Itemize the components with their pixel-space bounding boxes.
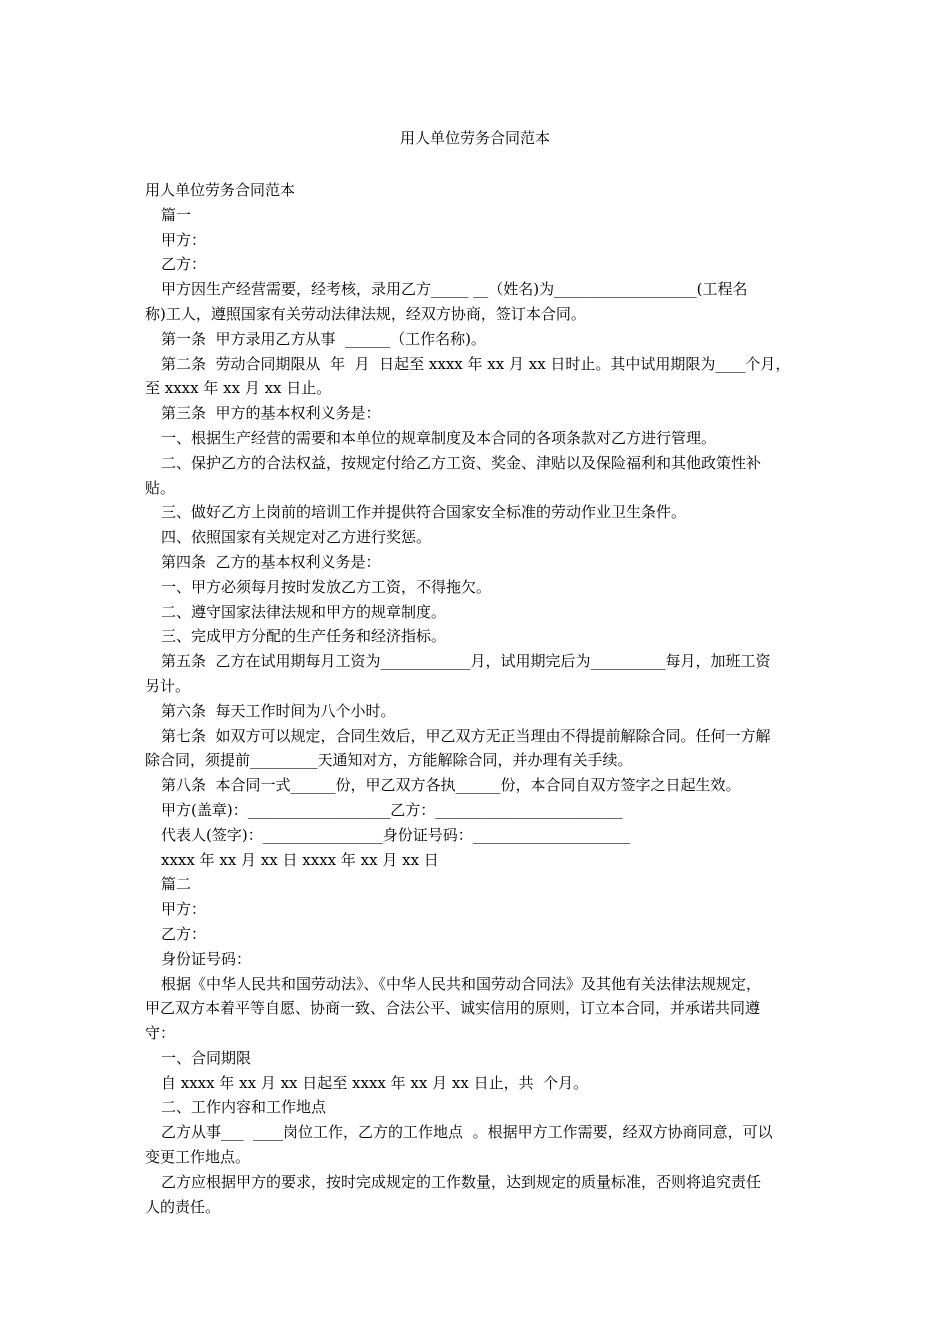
text-line: 第六条 每天工作时间为八个小时。: [161, 701, 396, 720]
text-line: 第三条 甲方的基本权利义务是：: [161, 404, 381, 423]
text-line: 自 xxxx 年 xx 月 xx 日起至 xxxx 年 xx 月 xx 日止，共 个月。: [161, 1073, 589, 1092]
document-title: 用人单位劳务合同范本: [399, 129, 550, 147]
text-line: 身份证号码：: [161, 949, 252, 968]
text-line: 篇二: [161, 875, 192, 894]
text-line: 甲乙双方本着平等自愿、协商一致、合法公平、诚实信用的原则，订立本合同，并承诺共同遵: [145, 999, 761, 1018]
text-line: 乙方应根据甲方的要求，按时完成规定的工作数量，达到规定的质量标准，否则将追究责任: [161, 1172, 762, 1191]
document-body: [145, 178, 810, 1219]
text-line: 二、工作内容和工作地点: [161, 1098, 327, 1117]
text-line: 第八条 本合同一式______份，甲乙双方各执______份，本合同自双方签字之日起生效。: [161, 776, 741, 795]
text-line: 第五条 乙方在试用期每月工资为____________月，试用期完后为__________每月，加班工资: [161, 652, 771, 671]
text-line: 变更工作地点。: [145, 1148, 251, 1167]
text-line: 根据《中华人民共和国劳动法》、《中华人民共和国劳动合同法》及其他有关法律法规规定，: [161, 974, 762, 993]
text-line: 四、依照国家有关规定对乙方进行奖惩。: [161, 528, 432, 547]
text-line: 乙方：: [161, 255, 207, 274]
text-line: 人的责任。: [145, 1197, 221, 1216]
text-line: 用人单位劳务合同范本: [145, 181, 296, 199]
text-line: 乙方：: [161, 924, 207, 943]
text-line: 甲方：: [161, 900, 207, 919]
text-line: 第一条 甲方录用乙方从事 ______（工作名称)。: [161, 329, 486, 348]
text-line: 代表人(签字)：________________身份证号码：_____________________: [161, 825, 631, 844]
text-line: 一、合同期限: [161, 1048, 252, 1067]
text-line: 一、根据生产经营的需要和本单位的规章制度及本合同的各项条款对乙方进行管理。: [161, 428, 717, 447]
text-line: 三、做好乙方上岗前的培训工作并提供符合国家安全标准的劳动作业卫生条件。: [161, 503, 687, 522]
text-line: 篇一: [161, 205, 192, 224]
text-line: 甲方因生产经营需要，经考核，录用乙方_____ __（姓名)为___________________(工程名: [161, 280, 748, 299]
text-line: 三、完成甲方分配的生产任务和经济指标。: [161, 627, 447, 646]
text-line: 二、遵守国家法律法规和甲方的规章制度。: [161, 602, 447, 621]
text-line: 乙方从事___ ____岗位工作，乙方的工作地点 。根据甲方工作需要，经双方协商同意，可以: [161, 1123, 773, 1142]
text-line: 称)工人，遵照国家有关劳动法律法规，经双方协商，签订本合同。: [145, 304, 586, 323]
text-line: 甲方(盖章)：___________________乙方：_________________________: [161, 800, 623, 819]
text-line: xxxx 年 xx 月 xx 日 xxxx 年 xx 月 xx 日: [161, 850, 439, 869]
text-line: 甲方：: [161, 230, 207, 249]
text-line: 守：: [145, 1024, 176, 1043]
text-line: 第四条 乙方的基本权利义务是：: [161, 552, 381, 571]
text-line: 至 xxxx 年 xx 月 xx 日止。: [145, 379, 332, 398]
text-line: 另计。: [145, 676, 191, 695]
text-line: 贴。: [145, 478, 176, 497]
text-line: 二、保护乙方的合法权益，按规定付给乙方工资、奖金、津贴以及保险福利和其他政策性补: [161, 453, 762, 472]
text-line: 第二条 劳动合同期限从 年 月 日起至 xxxx 年 xx 月 xx 日时止。其中试用期限为____个月，: [161, 354, 791, 373]
text-line: 一、甲方必须每月按时发放乙方工资，不得拖欠。: [161, 577, 492, 596]
text-line: 第七条 如双方可以规定，合同生效后，甲乙双方无正当理由不得提前解除合同。任何一方解: [161, 726, 771, 745]
text-line: 除合同，须提前_________天通知对方，方能解除合同，并办理有关手续。: [145, 751, 633, 770]
